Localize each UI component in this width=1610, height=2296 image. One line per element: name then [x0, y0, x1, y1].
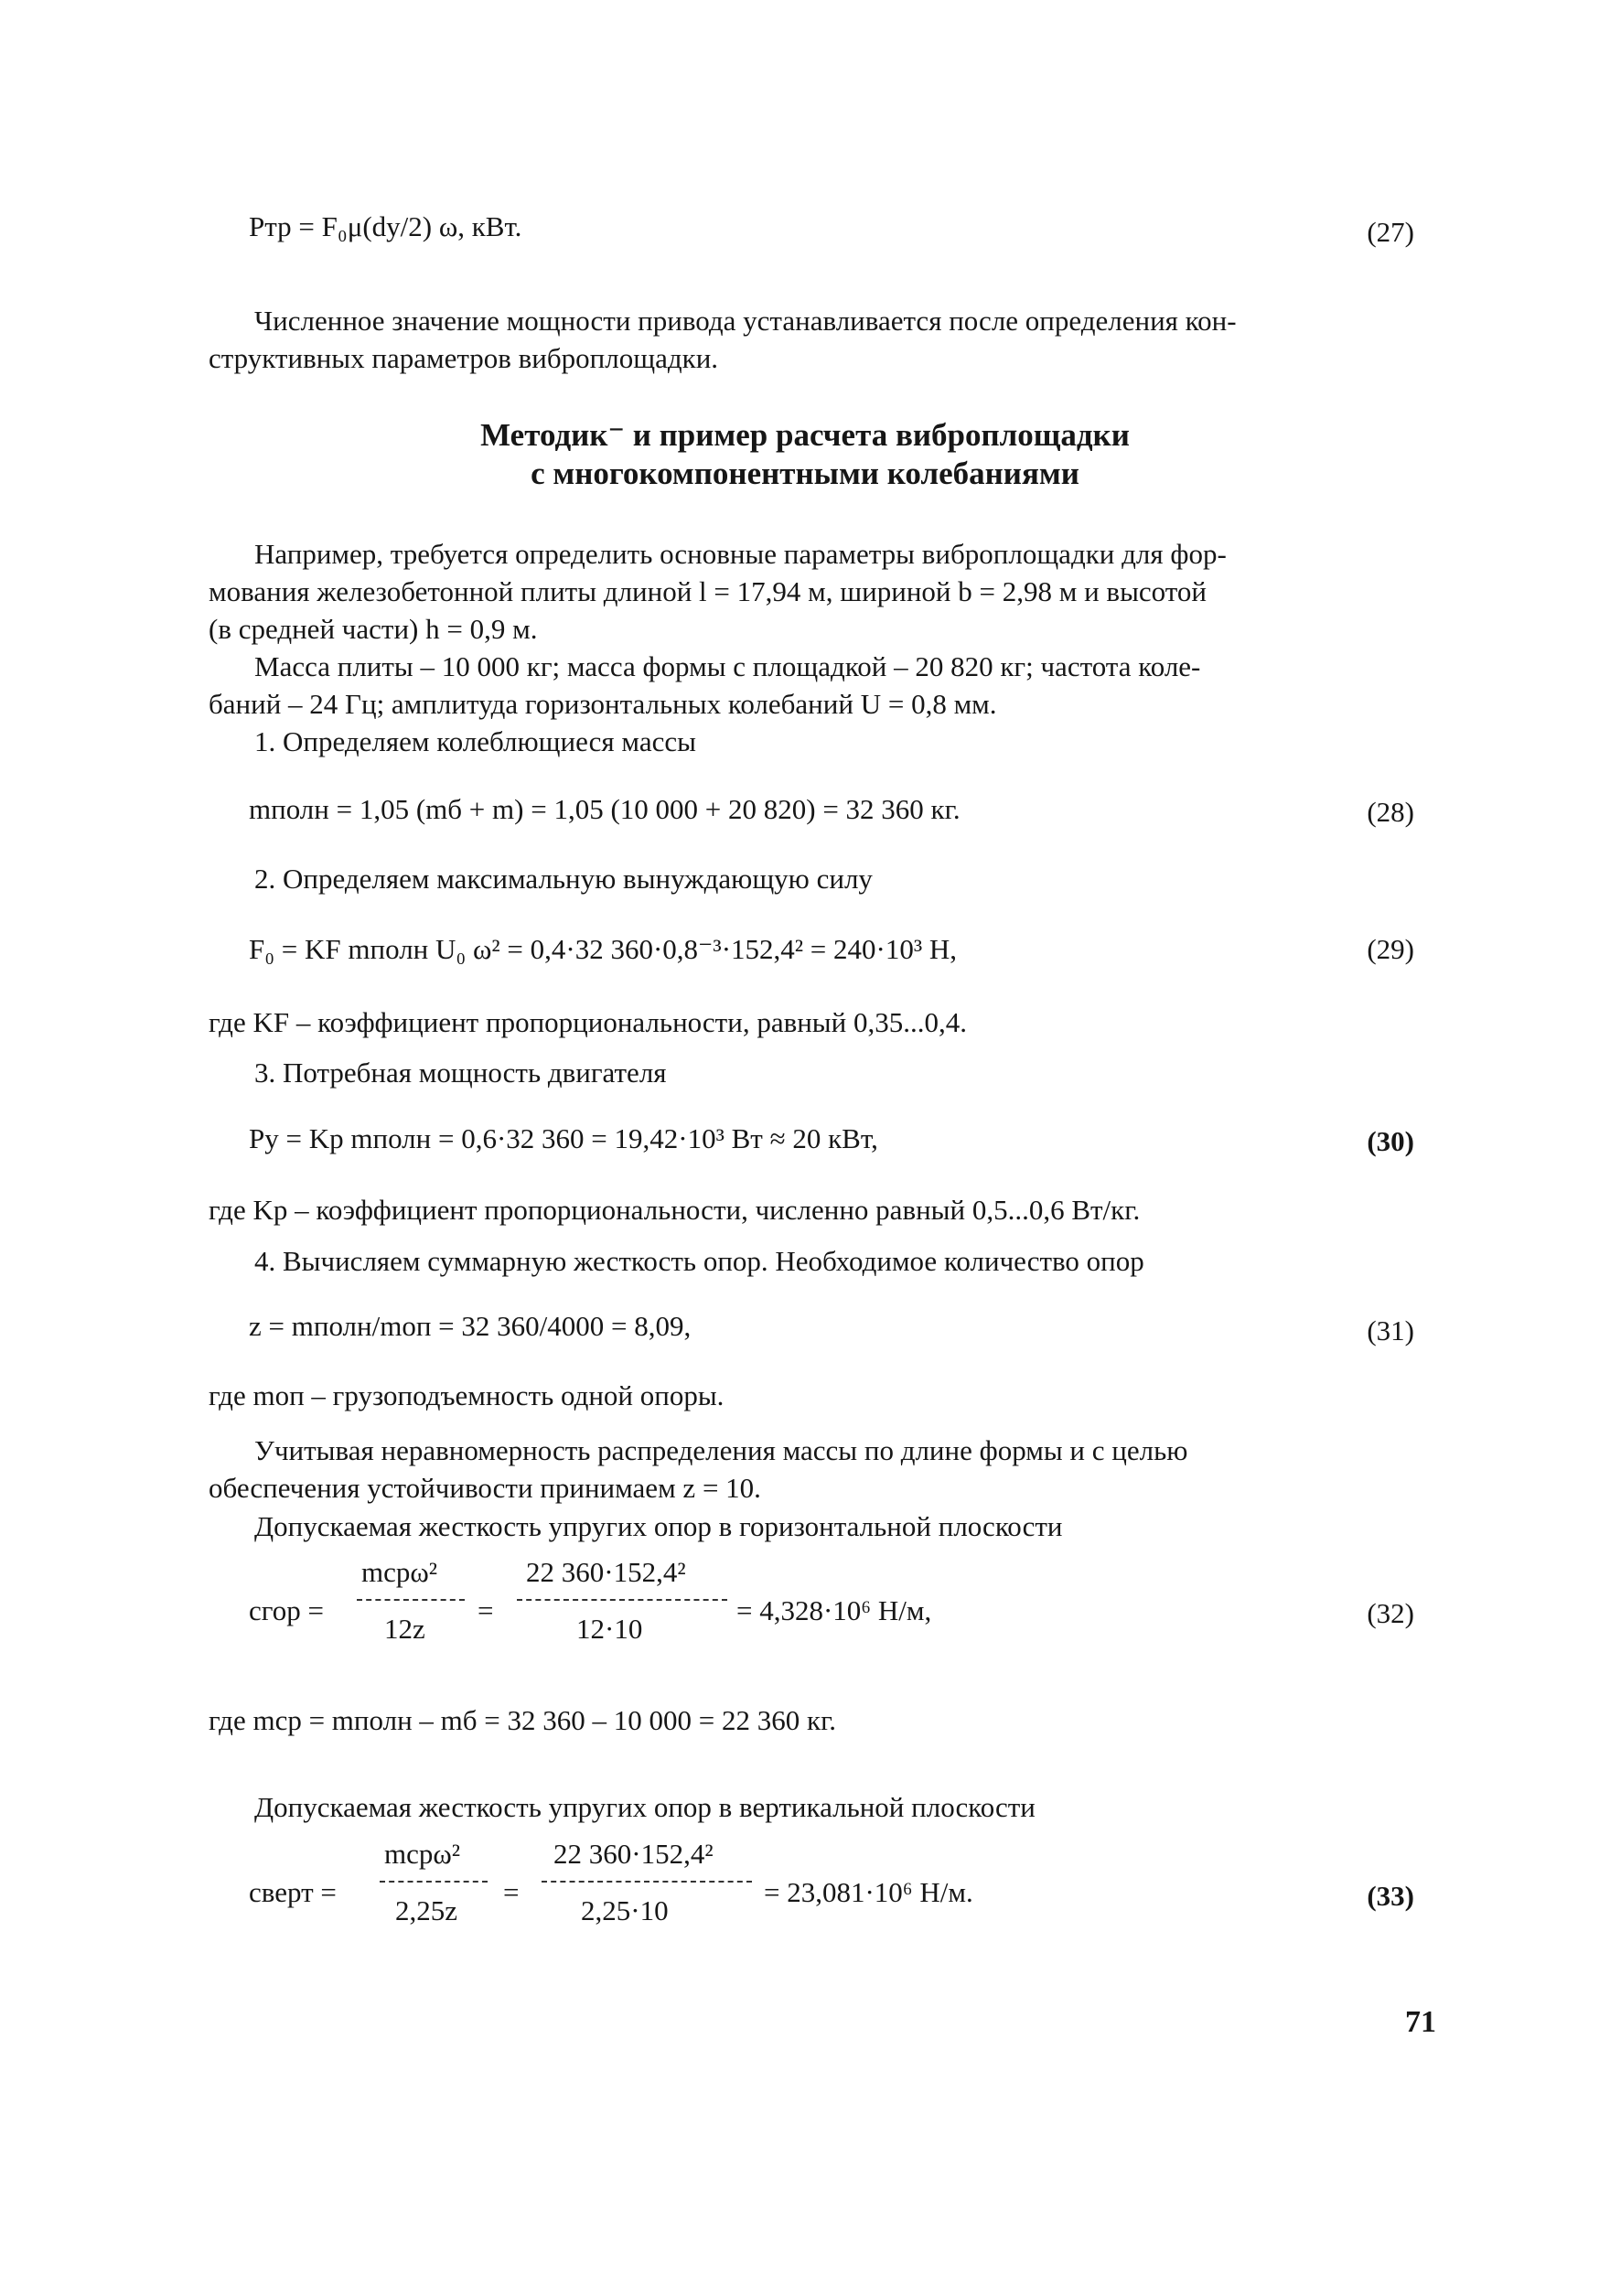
- paragraph-line: Например, требуется определить основные параметры виброплощадки для фор-: [254, 538, 1227, 570]
- formula-32-denominator-2: 12·10: [576, 1613, 643, 1645]
- where-msr: где mср = mполн – mб = 32 360 – 10 000 = 22 360 кг.: [209, 1704, 837, 1736]
- step-1: 1. Определяем колеблющиеся массы: [254, 725, 696, 757]
- equation-number-27: (27): [1367, 216, 1414, 248]
- where-kf: где KF – коэффициент пропорциональности, равный 0,35...0,4.: [209, 1006, 967, 1038]
- equation-number-29: (29): [1367, 933, 1414, 965]
- fraction-bar: [380, 1881, 488, 1883]
- paragraph-line: баний – 24 Гц; амплитуда горизонтальных колебаний U = 0,8 мм.: [209, 688, 997, 720]
- paragraph-line: мования железобетонной плиты длиной l = 17,94 м, шириной b = 2,98 м и высотой: [209, 575, 1207, 607]
- formula-32-numerator-1: mсрω²: [361, 1556, 438, 1588]
- paragraph-line: (в средней части) h = 0,9 м.: [209, 613, 538, 645]
- paragraph-drive-power: [209, 302, 1427, 377]
- formula-33-lhs: cверт =: [249, 1876, 337, 1908]
- fraction-bar: [357, 1599, 465, 1601]
- formula-33-numerator-1: mсрω²: [384, 1838, 461, 1870]
- equation-number-28: (28): [1367, 796, 1414, 828]
- fraction-bar: [542, 1881, 752, 1883]
- paragraph-line: Учитывая неравномерность распределения массы по длине формы и с целью: [254, 1434, 1188, 1466]
- formula-32-result: = 4,328·10⁶ Н/м,: [736, 1594, 932, 1626]
- paragraph-vertical-stiffness: Допускаемая жесткость упругих опор в вертикальной плоскости: [254, 1791, 1036, 1823]
- step-2: 2. Определяем максимальную вынуждающую силу: [254, 863, 873, 895]
- step-4: 4. Вычисляем суммарную жесткость опор. Необходимое количество опор: [254, 1245, 1144, 1277]
- formula-33-numerator-2: 22 360·152,4²: [553, 1838, 714, 1870]
- formula-33-equals: =: [503, 1876, 520, 1908]
- formula-32-lhs: cгор =: [249, 1594, 324, 1626]
- formula-33-denominator-1: 2,25z: [395, 1894, 458, 1926]
- where-mop: где mоп – грузоподъемность одной опоры.: [209, 1379, 724, 1411]
- equation-number-33: (33): [1367, 1880, 1414, 1912]
- equation-number-32: (32): [1367, 1597, 1414, 1629]
- page-number: 71: [1405, 2005, 1436, 2039]
- paragraph-line: Численное значение мощности привода устанавливается после определения кон-: [254, 305, 1237, 337]
- equation-number-30: (30): [1367, 1125, 1414, 1157]
- formula-29: F₀ = KF mполн U₀ ω² = 0,4·32 360·0,8⁻³·152,4² = 240·10³ Н,: [249, 933, 958, 965]
- formula-32-denominator-1: 12z: [384, 1613, 425, 1645]
- fraction-bar: [517, 1599, 727, 1601]
- formula-27: Pтр = F₀μ(dу/2) ω, кВт.: [249, 210, 522, 242]
- section-title-line: с многокомпонентными колебаниями: [531, 456, 1079, 491]
- formula-28: mполн = 1,05 (mб + m) = 1,05 (10 000 + 20 820) = 32 360 кг.: [249, 793, 961, 825]
- equation-number-31: (31): [1367, 1314, 1414, 1346]
- paragraph-line: обеспечения устойчивости принимаем z = 10.: [209, 1472, 761, 1504]
- formula-30: Pу = Kp mполн = 0,6·32 360 = 19,42·10³ Вт ≈ 20 кВт,: [249, 1122, 878, 1154]
- where-kp: где Kp – коэффициент пропорциональности, численно равный 0,5...0,6 Вт/кг.: [209, 1194, 1141, 1226]
- paragraph-horizontal-stiffness: Допускаемая жесткость упругих опор в горизонтальной плоскости: [254, 1510, 1063, 1542]
- formula-32-equals: =: [478, 1594, 494, 1626]
- formula-31: z = mполн/mоп = 32 360/4000 = 8,09,: [249, 1310, 692, 1342]
- paragraph-example: [209, 535, 1427, 648]
- section-title: [210, 416, 1400, 493]
- formula-33-denominator-2: 2,25·10: [581, 1894, 669, 1926]
- paragraph-line: структивных параметров виброплощадки.: [209, 342, 719, 374]
- formula-32-numerator-2: 22 360·152,4²: [526, 1556, 686, 1588]
- paragraph-line: Масса плиты – 10 000 кг; масса формы с площадкой – 20 820 кг; частота коле-: [254, 650, 1201, 682]
- formula-33-result: = 23,081·10⁶ Н/м.: [764, 1876, 973, 1908]
- step-3: 3. Потребная мощность двигателя: [254, 1057, 667, 1089]
- section-title-line: Методик⁻ и пример расчета виброплощадки: [480, 417, 1130, 453]
- paragraph-masses: [209, 648, 1427, 723]
- paragraph-stability: [209, 1432, 1427, 1507]
